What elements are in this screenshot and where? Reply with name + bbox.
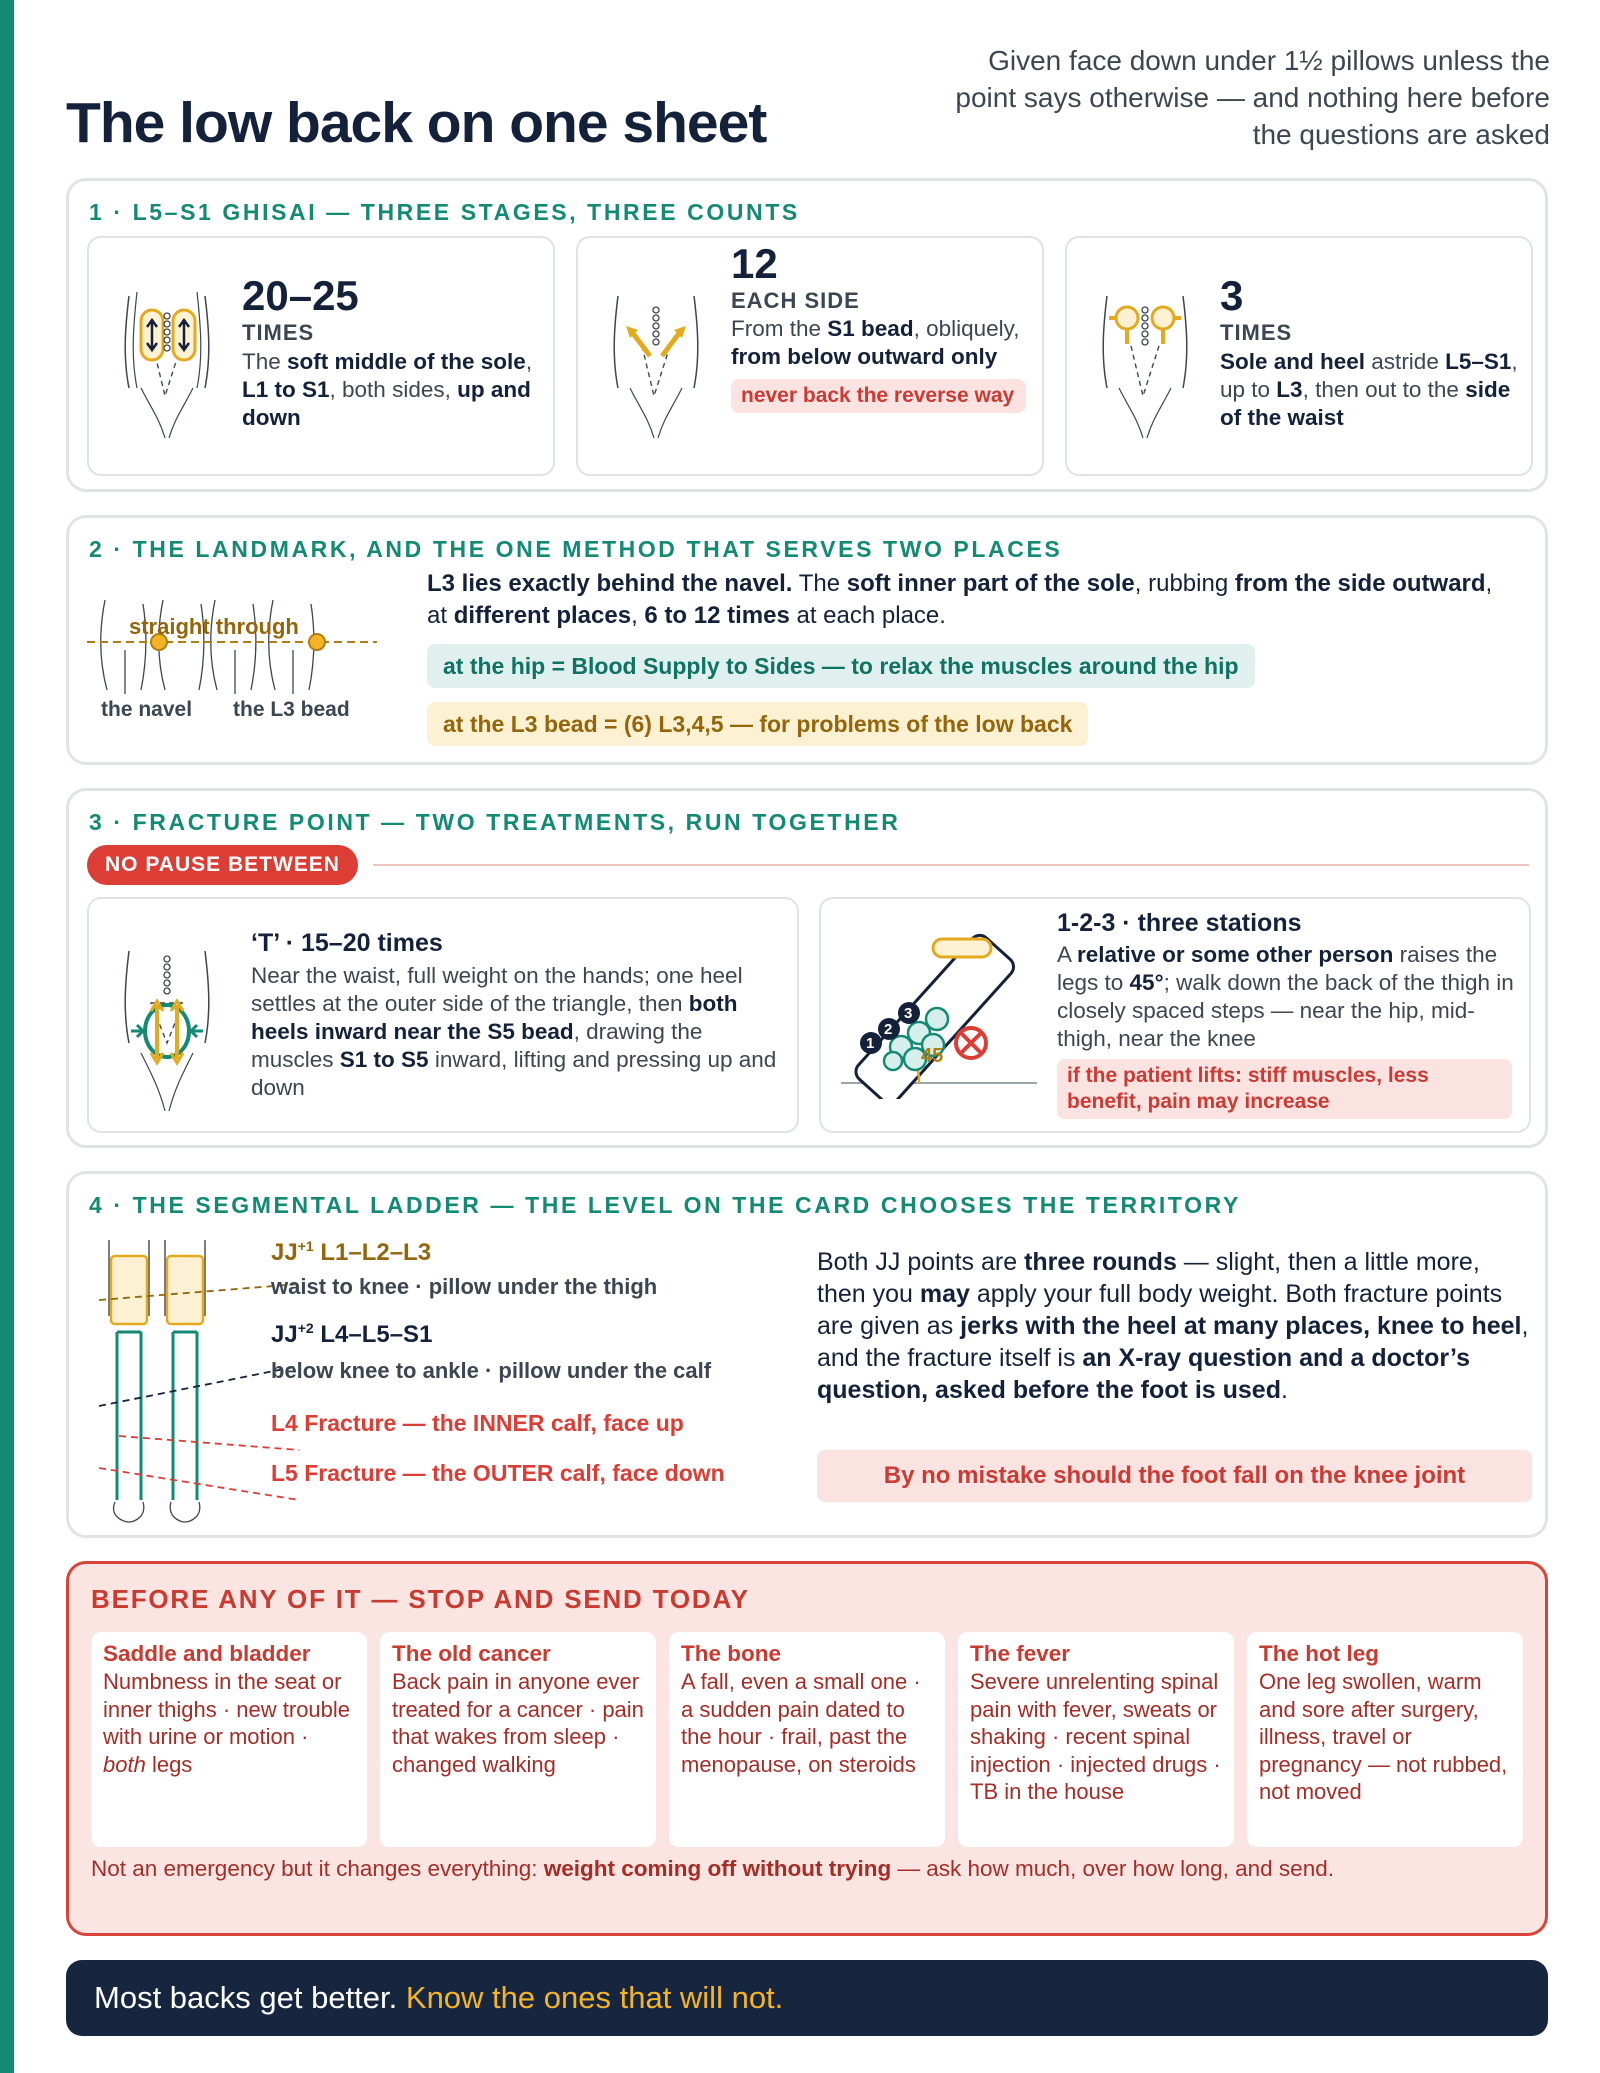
stage-2-unit: EACH SIDE: [731, 288, 860, 313]
heel-astride-icon: [1085, 288, 1205, 438]
stage-2-text: From the S1 bead, obliquely, from below outward only: [731, 316, 1020, 369]
stage-3-unit: TIMES: [1220, 320, 1293, 345]
section-3-panel: [66, 788, 1548, 1148]
red-flag-card-bone: [669, 1632, 945, 1847]
stations-text: A relative or some other person raises the legs to 45°; walk down the back of the thigh in closely spaced steps — near the hip, mid-thigh, near the knee: [1057, 942, 1514, 1051]
t-treatment-card: [87, 897, 799, 1133]
red-flag-text: Numbness in the seat or inner thighs · new trouble with urine or motion · both legs: [103, 1669, 351, 1777]
stage-3-text: Sole and heel astride L5–S1, up to L3, then out to the side of the waist: [1220, 349, 1518, 430]
stage-1-unit: TIMES: [242, 320, 315, 345]
stations-warning: if the patient lifts: stiff muscles, less benefit, pain may increase: [1057, 1059, 1512, 1119]
raised-legs-icon: [839, 929, 1039, 1099]
red-flag-card-fever: [958, 1632, 1234, 1847]
stage-2-count: 12: [731, 240, 778, 287]
section-2-panel: [66, 515, 1548, 765]
stations-title: 1-2-3 · three stations: [1057, 909, 1302, 937]
t-treatment-text: Near the waist, full weight on the hands; one heel settles at the outer side of the triangle, then both heels inward near the S5 bead, drawing the muscles S1 to S5 inward, lifting and pressing up and down: [251, 963, 777, 1100]
section-4-heading: 4 · THE SEGMENTAL LADDER — THE LEVEL ON THE CARD CHOOSES THE TERRITORY: [89, 1192, 1241, 1218]
oblique-arrows-icon: [596, 288, 716, 438]
page-subtitle: Given face down under 1½ pillows unless the point says otherwise — and nothing here before the questions are asked: [955, 45, 1550, 150]
jj1-desc: waist to knee · pillow under the thigh: [271, 1274, 658, 1299]
section-3-heading: 3 · FRACTURE POINT — TWO TREATMENTS, RUN TOGETHER: [89, 809, 901, 835]
red-flag-text: Severe unrelenting spinal pain with fever, sweats or shaking · recent spinal injection · injected drugs · TB in the house: [970, 1669, 1221, 1804]
banner-highlight: Know the ones that will not.: [405, 1980, 784, 2015]
fig-label-straight-through: straight through: [129, 614, 299, 639]
banner-text: Most backs get better.: [94, 1980, 406, 2015]
pill-l3-bead: at the L3 bead = (6) L3,4,5 — for problems of the low back: [427, 702, 1088, 746]
red-flag-card-cancer: [380, 1632, 656, 1847]
section-4-panel: [66, 1171, 1548, 1538]
navel-line-icon: [87, 590, 377, 700]
stations-card: [819, 897, 1531, 1133]
l5-fracture-label: L5 Fracture — the OUTER calf, face down: [271, 1460, 725, 1486]
stage-2-warning: never back the reverse way: [731, 379, 1026, 413]
station-2-label: 2: [884, 1021, 893, 1038]
ladder-leader-lines: [99, 1236, 299, 1526]
jj1-label: $JJ^{+1}$ L1–L2–L3: [271, 1238, 432, 1266]
red-flag-title: The old cancer: [392, 1641, 551, 1666]
left-accent-stripe: [0, 0, 14, 2073]
section-4-text: Both JJ points are three rounds — slight, then a little more, then you may apply your full body weight. Both fracture points are given as jerks with the heel at many places, knee to heel, and the fracture itself is an X-ray question and a doctor’s question, asked before the foot is used.: [817, 1248, 1529, 1404]
jj2-label: $JJ^{+2}$ L4–L5–S1: [271, 1320, 433, 1348]
red-flag-text: A fall, even a small one · a sudden pain dated to the hour · frail, past the menopause, on steroids: [681, 1669, 921, 1777]
stage-3-count: 3: [1220, 272, 1244, 319]
section-2-heading: 2 · THE LANDMARK, AND THE ONE METHOD THAT SERVES TWO PLACES: [89, 536, 1063, 562]
red-flag-card-hot-leg: [1247, 1632, 1523, 1847]
section-2-text: L3 lies exactly behind the navel. The soft inner part of the sole, rubbing from the side outward, at different places, 6 to 12 times at each place.: [427, 570, 1493, 629]
section-1-heading: 1 · L5–S1 GHISAI — THREE STAGES, THREE COUNTS: [89, 199, 800, 225]
no-pause-badge: NO PAUSE BETWEEN: [87, 845, 358, 885]
red-flag-title: The bone: [681, 1641, 781, 1666]
fig-label-l3-bead: the L3 bead: [233, 698, 350, 721]
angle-45-label: 45: [921, 1045, 944, 1067]
page-title: The low back on one sheet: [66, 91, 767, 155]
knee-joint-warning: By no mistake should the foot fall on the knee joint: [817, 1450, 1532, 1502]
red-flags-footer: Not an emergency but it changes everything: weight coming off without trying — ask how much, over how long, and send.: [91, 1856, 1334, 1881]
pill-hip: at the hip = Blood Supply to Sides — to relax the muscles around the hip: [427, 644, 1255, 688]
stage-1-count: 20–25: [242, 272, 359, 319]
stage-card-3: [1065, 236, 1533, 476]
red-flags-panel: [66, 1561, 1548, 1936]
fig-label-navel: the navel: [101, 698, 193, 721]
no-pause-rule: [373, 864, 1529, 866]
red-flag-text: One leg swollen, warm and sore after surgery, illness, travel or pregnancy — not rubbed, not moved: [1259, 1669, 1508, 1804]
stage-card-2: [576, 236, 1044, 476]
bottom-banner: [66, 1960, 1548, 2036]
red-flag-title: The fever: [970, 1641, 1071, 1666]
t-treatment-title: ‘T’ · 15–20 times: [251, 929, 443, 957]
triangle-heels-icon: [107, 943, 227, 1113]
stage-card-1: [87, 236, 555, 476]
section-1-panel: [66, 178, 1548, 492]
station-1-label: 1: [866, 1035, 875, 1052]
red-flag-card-saddle: [91, 1632, 367, 1847]
red-flag-title: Saddle and bladder: [103, 1641, 311, 1666]
stage-1-text: The soft middle of the sole, L1 to S1, both sides, up and down: [242, 349, 533, 430]
station-3-label: 3: [904, 1005, 913, 1022]
red-flag-title: The hot leg: [1259, 1641, 1379, 1666]
red-flag-text: Back pain in anyone ever treated for a cancer · pain that wakes from sleep · changed walking: [392, 1669, 644, 1777]
red-flags-heading: BEFORE ANY OF IT — STOP AND SEND TODAY: [91, 1584, 750, 1614]
l4-fracture-label: L4 Fracture — the INNER calf, face up: [271, 1410, 684, 1436]
foot-up-down-icon: [107, 288, 227, 438]
jj2-desc: below knee to ankle · pillow under the calf: [271, 1358, 712, 1383]
